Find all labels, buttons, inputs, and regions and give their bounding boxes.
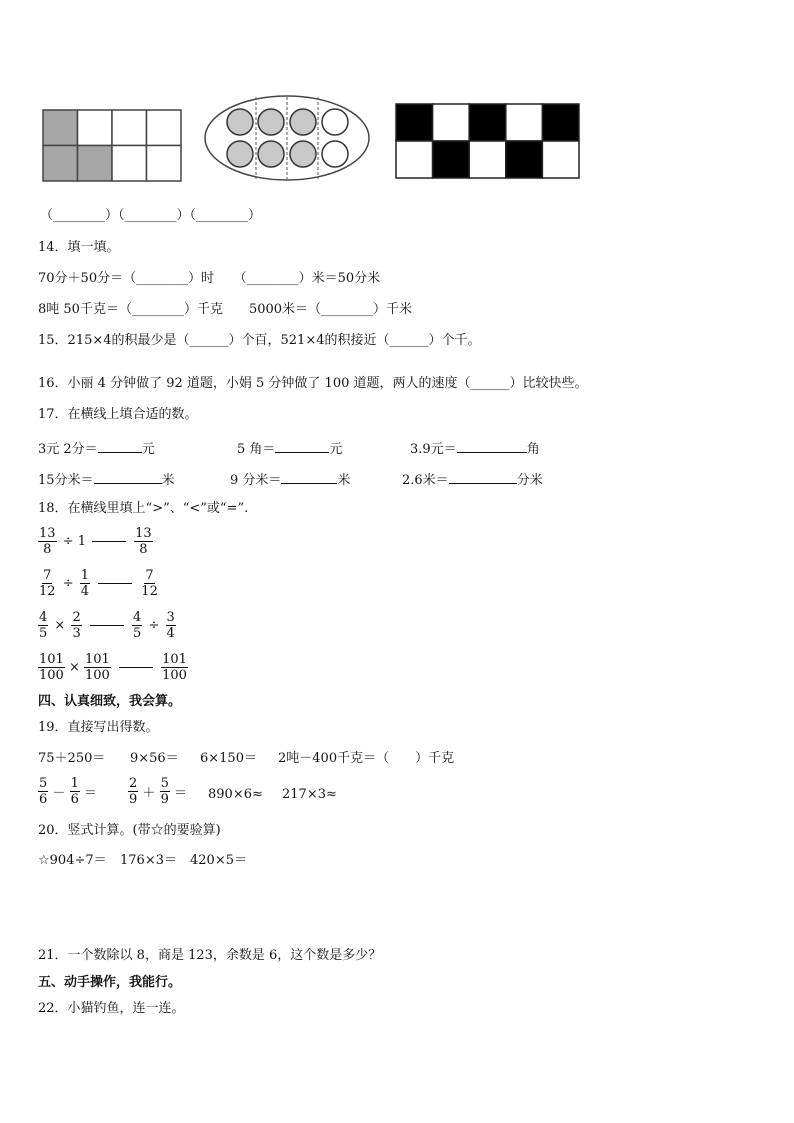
fraction — [132, 610, 142, 641]
q19-item-2[interactable]: 9×56＝ — [130, 751, 179, 766]
compare-blank[interactable] — [98, 583, 132, 584]
q14-row1[interactable]: 70分＋50分＝（________）时 （________）米＝50分米 — [38, 271, 381, 286]
equals-sign: ＝ — [84, 786, 98, 801]
denominator: 9 — [129, 792, 138, 807]
grid-cell — [147, 146, 182, 182]
q17-item-3-post: 角 — [526, 442, 540, 457]
numerator: 4 — [39, 610, 48, 625]
grid-cell — [112, 110, 147, 146]
checker-cell — [433, 104, 470, 141]
q17-item-5-post: 米 — [337, 473, 351, 488]
operator: × — [54, 618, 66, 633]
checker-cell — [433, 141, 470, 178]
q19-item-8[interactable]: 217×3≈ — [282, 787, 337, 802]
q14-title: 14．填一填。 — [38, 240, 120, 255]
q18-comparison-4[interactable] — [38, 652, 188, 683]
q17-item-1-pre: 3元 2分＝ — [38, 442, 98, 457]
q17-item-5-pre: 9 分米＝ — [230, 473, 282, 488]
grid-cell — [43, 110, 78, 146]
q19-item-3[interactable]: 6×150＝ — [200, 751, 257, 766]
q19-item-1[interactable]: 75＋250＝ — [38, 751, 106, 766]
q16-text[interactable]: 16．小丽 4 分钟做了 92 道题，小娟 5 分钟做了 100 道题，两人的速度（______）比较快些。 — [38, 376, 588, 391]
q17-title: 17．在横线上填合适的数。 — [38, 407, 198, 422]
q17-item-6-post: 分米 — [516, 473, 543, 488]
q20-item-2[interactable]: 176×3＝ — [120, 853, 177, 868]
figure-answer-blanks[interactable]: （________）（________）（________） — [40, 208, 262, 223]
q15-text[interactable]: 15．215×4的积最少是（______）个百，521×4的积接近（______）个千。 — [38, 333, 481, 348]
q19-frac-expr-1[interactable] — [38, 776, 97, 807]
numerator: 3 — [166, 610, 175, 625]
q17-item-2-post: 元 — [329, 442, 343, 457]
section-5-heading: 五、动手操作，我能行。 — [38, 975, 182, 990]
compare-blank[interactable] — [92, 541, 126, 542]
fraction — [38, 610, 48, 641]
circle — [227, 141, 253, 167]
checker-cell — [542, 141, 579, 178]
denominator: 9 — [160, 792, 169, 807]
q17-item-4-pre: 15分米＝ — [38, 473, 94, 488]
q20-item-3[interactable]: 420×5＝ — [190, 853, 247, 868]
numerator: 101 — [39, 652, 64, 667]
q17-item-4[interactable] — [38, 471, 175, 489]
grid-cell — [112, 146, 147, 182]
fraction — [128, 776, 138, 807]
q20-title: 20．竖式计算。(带☆的要验算) — [38, 823, 221, 838]
denominator: 6 — [39, 792, 48, 807]
operator: × — [68, 660, 80, 675]
fraction — [166, 610, 176, 641]
q19-title: 19．直接写出得数。 — [38, 720, 159, 735]
grid-cell — [43, 146, 78, 182]
numerator: 1 — [80, 568, 90, 583]
checker-cell — [396, 104, 433, 141]
fraction — [161, 652, 188, 683]
checker-cell — [469, 104, 506, 141]
denominator: 12 — [39, 584, 56, 599]
numerator: 5 — [39, 776, 48, 791]
grid-cell — [78, 110, 113, 146]
section-4-heading: 四、认真细致，我会算。 — [38, 694, 182, 709]
circle — [258, 109, 284, 135]
checker-cell — [469, 141, 506, 178]
operator: ÷ — [62, 576, 74, 591]
fraction — [80, 568, 90, 599]
q18-title: 18．在横线里填上“>”、“<”或“=”. — [38, 501, 249, 516]
q19-item-4[interactable]: 2吨－400千克＝（ ）千克 — [278, 751, 455, 766]
q21-text: 21．一个数除以 8，商是 123，余数是 6，这个数是多少？ — [38, 948, 382, 963]
checker-grid-figure — [396, 104, 579, 178]
fraction — [160, 776, 170, 807]
numerator: 101 — [85, 652, 110, 667]
circle — [322, 109, 348, 135]
numerator: 13 — [135, 526, 152, 541]
fraction — [38, 568, 57, 599]
denominator: 100 — [162, 668, 187, 683]
numerator: 101 — [162, 652, 187, 667]
denominator: 4 — [80, 584, 90, 599]
fraction — [38, 526, 57, 557]
fraction — [38, 652, 65, 683]
checker-cell — [542, 104, 579, 141]
q17-item-1-post: 元 — [141, 442, 155, 457]
answer-blank[interactable] — [449, 471, 517, 484]
q17-item-3-pre: 3.9元＝ — [410, 442, 457, 457]
numerator: 4 — [133, 610, 142, 625]
denominator: 12 — [141, 584, 158, 599]
q17-item-3[interactable] — [410, 440, 540, 458]
compare-blank[interactable] — [90, 625, 124, 626]
fraction — [84, 652, 111, 683]
answer-blank[interactable] — [94, 471, 162, 484]
circle — [258, 141, 284, 167]
checker-cell — [506, 141, 543, 178]
circle — [227, 109, 253, 135]
grid-cell — [78, 146, 113, 182]
operator: ＋ — [142, 786, 156, 801]
denominator: 4 — [166, 626, 175, 641]
numerator: 7 — [145, 568, 154, 583]
q17-item-4-post: 米 — [161, 473, 175, 488]
numerator: 2 — [72, 610, 81, 625]
answer-blank[interactable] — [98, 440, 142, 453]
equals-sign: ＝ — [174, 786, 188, 801]
numerator: 2 — [129, 776, 138, 791]
q17-item-2[interactable] — [237, 440, 342, 458]
shaded-grid-figure — [43, 110, 181, 181]
denominator: 5 — [39, 626, 48, 641]
fraction — [134, 526, 153, 557]
numerator: 5 — [160, 776, 169, 791]
fraction — [140, 568, 159, 599]
circle — [290, 109, 316, 135]
q17-item-6-pre: 2.6米＝ — [402, 473, 449, 488]
q18-comparison-2[interactable] — [38, 568, 159, 599]
numerator: 7 — [43, 568, 52, 583]
operator: ÷ 1 — [62, 534, 86, 549]
answer-blank[interactable] — [457, 440, 527, 453]
denominator: 8 — [43, 542, 52, 557]
compare-blank[interactable] — [119, 667, 153, 668]
numerator: 1 — [70, 776, 79, 791]
fraction — [71, 610, 81, 641]
oval-circles-figure — [205, 96, 369, 180]
circle — [290, 141, 316, 167]
fraction — [70, 776, 80, 807]
denominator: 100 — [39, 668, 64, 683]
q18-comparison-1[interactable] — [38, 526, 153, 557]
denominator: 100 — [85, 668, 110, 683]
q19-item-7[interactable]: 890×6≈ — [208, 787, 263, 802]
operator: － — [52, 786, 66, 801]
checker-cell — [506, 104, 543, 141]
q14-row2[interactable]: 8吨 50千克＝（________）千克 5000米＝（________）千米 — [38, 302, 413, 317]
checker-cell — [396, 141, 433, 178]
denominator: 8 — [139, 542, 148, 557]
q17-item-2-pre: 5 角＝ — [237, 442, 276, 457]
q17-item-5[interactable] — [230, 471, 350, 489]
answer-blank[interactable] — [281, 471, 337, 484]
q22-text: 22．小猫钓鱼，连一连。 — [38, 1001, 185, 1016]
denominator: 3 — [72, 626, 81, 641]
answer-blank[interactable] — [275, 440, 329, 453]
q17-item-1[interactable] — [38, 440, 155, 458]
q18-comparison-3[interactable] — [38, 610, 176, 641]
q17-item-6[interactable] — [402, 471, 543, 489]
fraction-figures — [0, 0, 794, 200]
denominator: 6 — [70, 792, 79, 807]
q20-item-1[interactable]: ☆904÷7＝ — [38, 853, 107, 868]
denominator: 5 — [133, 626, 142, 641]
fraction — [38, 776, 48, 807]
circle — [322, 141, 348, 167]
numerator: 13 — [39, 526, 56, 541]
grid-cell — [147, 110, 182, 146]
operator: ÷ — [148, 618, 160, 633]
q19-frac-expr-2[interactable] — [128, 776, 187, 807]
